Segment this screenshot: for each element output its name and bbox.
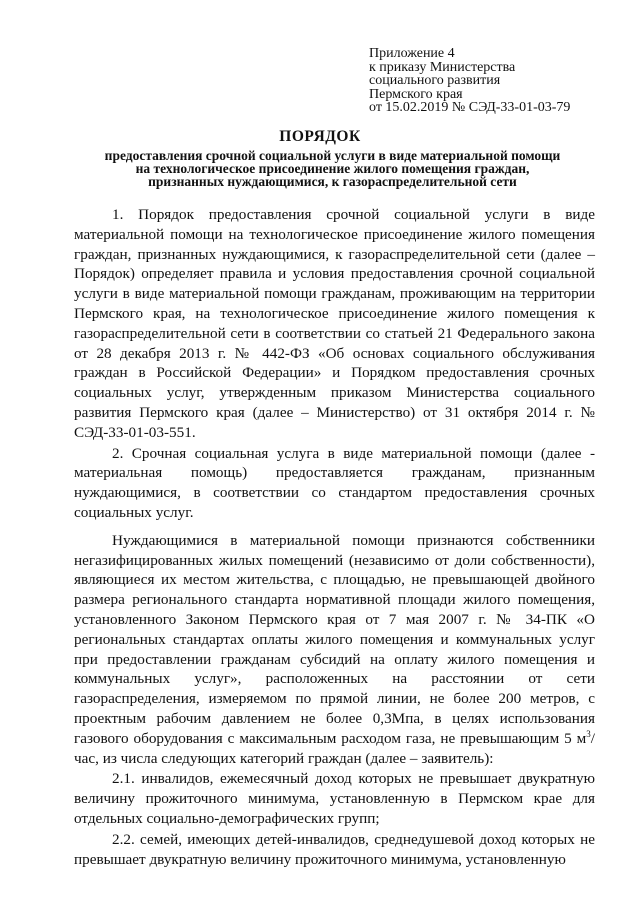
- appendix-line: к приказу Министерства: [369, 59, 516, 75]
- appendix-line: социального развития: [369, 73, 501, 88]
- subtitle-line: на технологическое присоединение жилого помещения граждан,: [135, 161, 530, 176]
- paragraph-eligibility: [74, 531, 595, 769]
- paragraph-2-1: 2.1. инвалидов, ежемесячный доход которых не превышает двукратную величину прожиточного минимума, установленную в Пермском крае для отдельных социально-демографических групп;: [74, 770, 595, 827]
- appendix-reference: [369, 47, 631, 115]
- document-body: [74, 205, 595, 869]
- appendix-line: Приложение 4: [369, 46, 455, 61]
- appendix-line: от 15.02.2019 № СЭД-33-01-03-79: [369, 100, 571, 115]
- superscript-3: 3: [586, 728, 591, 739]
- paragraph-2: 2. Срочная социальная услуга в виде материальной помощи (далее - материальная помощь) предоставляется гражданам, признанным нуждающимися, в соответствии со стандартом предоставления срочных социальных услуг.: [74, 444, 595, 521]
- document-subtitle: [60, 149, 605, 188]
- document-title: ПОРЯДОК: [279, 128, 361, 145]
- paragraph-eligibility-text: Нуждающимися в материальной помощи признаются собственники негазифицированных жилых помещений (независимо от доли собственности), являющиеся их местом жительства, с площадью, не превышающей двойного размера регионального стандарта нормативной площади жилого помещения, установленного Законом Пермского края от 7 мая 2007 г. № 34-ПК «О региональных стандартах оплаты жилого помещения и коммунальных услуг при предоставлении гражданам субсидий на оплату жилого помещения и коммунальных услуг», расположенных на расстоянии от сети газораспределения, измеряемом по прямой линии, не более 200 метров, с проектным рабочим давлением не более 0,3Мпа, в целях использования газового оборудования с максимальным расходом газа, не превышающим 5 м: [74, 531, 595, 747]
- subtitle-line: предоставления срочной социальной услуги в виде материальной помощи: [104, 148, 561, 163]
- paragraph-2-2: 2.2. семей, имеющих детей-инвалидов, среднедушевой доход которых не превышает двукратную величину прожиточного минимума, установленную: [74, 830, 595, 868]
- appendix-line: Пермского края: [369, 86, 463, 102]
- paragraph-1: 1. Порядок предоставления срочной социальной услуги в виде материальной помощи на технологическое присоединение жилого помещения граждан, признанных нуждающимися, к газораспределительной сети (далее – Порядок) определяет правила и условия предоставления срочной социальной услуги в виде материальной помощи гражданам, проживающим на территории Пермского края, на технологическое присоединение жилого помещения к газораспределительной сети в соответствии со статьей 21 Федерального закона от 28 декабря 2013 г. № 442-ФЗ «Об основах социального обслуживания граждан в Российской Федерации» и Порядком предоставления срочных социальных услуг, утвержденным приказом Министерства социального развития Пермского края (далее – Министерство) от 31 октября 2014 г. № СЭД-33-01-03-551.: [74, 206, 595, 441]
- subtitle-line: признанных нуждающимися, к газораспределительной сети: [148, 174, 517, 189]
- paragraph-eligibility-tail: /час, из числа следующих категорий граждан (далее – заявитель):: [74, 729, 595, 767]
